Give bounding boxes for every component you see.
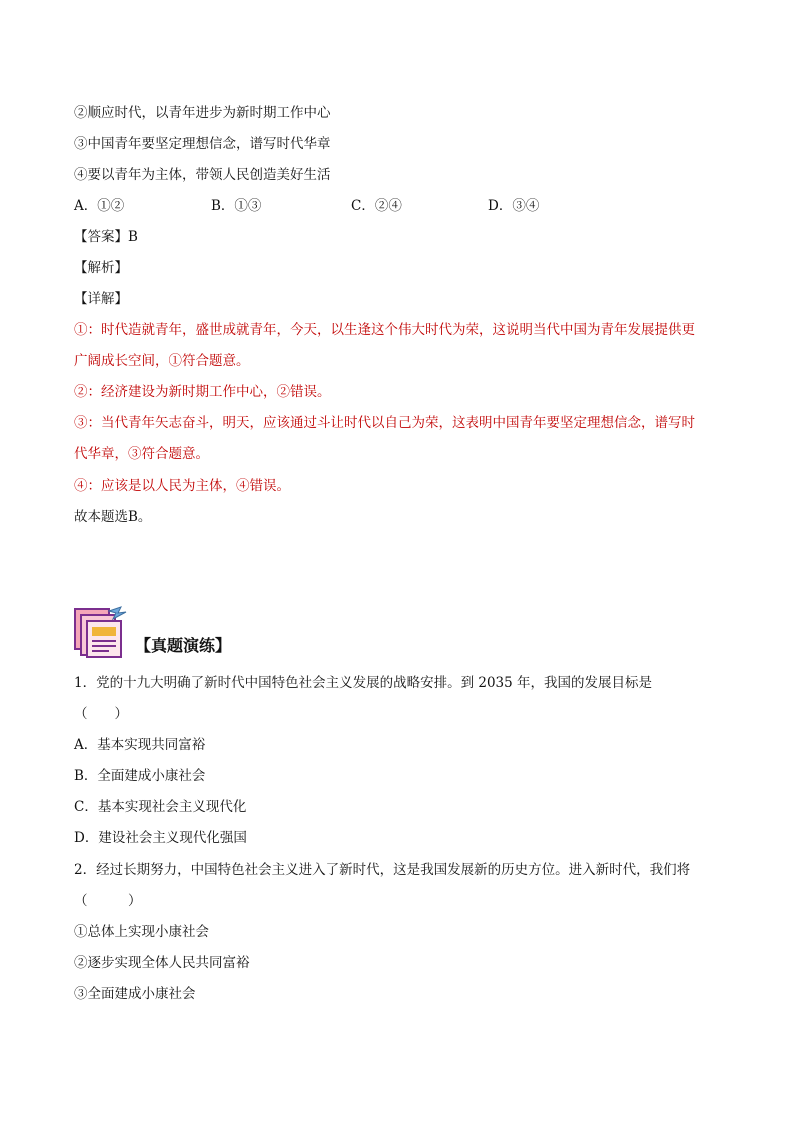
analysis-label: 【解析】 xyxy=(74,260,128,276)
option-b: B．①③ xyxy=(211,198,262,214)
answer-line: 【答案】B xyxy=(74,229,138,245)
q2-blank: （ ） xyxy=(74,893,142,909)
detail-line-3: ②：经济建设为新时期工作中心，②错误。 xyxy=(74,384,331,400)
conclusion-line: 故本题选B。 xyxy=(74,509,152,525)
q2-statement-2: ②逐步实现全体人民共同富裕 xyxy=(74,955,250,971)
answer-options xyxy=(74,196,539,216)
document-stack-icon xyxy=(73,603,129,659)
detail-line-6: ④：应该是以人民为主体，④错误。 xyxy=(74,478,290,494)
q1-option-a: A．基本实现共同富裕 xyxy=(74,737,206,753)
detail-line-1: ①：时代造就青年，盛世成就青年，今天，以生逢这个伟大时代为荣，这说明当代中国为青年发展提供更 xyxy=(74,322,695,338)
q2-stem: 2．经过长期努力，中国特色社会主义进入了新时代，这是我国发展新的历史方位。进入新时代，我们将 xyxy=(74,862,691,878)
q1-option-b: B．全面建成小康社会 xyxy=(74,768,206,784)
statement-3: ③中国青年要坚定理想信念，谱写时代华章 xyxy=(74,136,331,152)
option-c: C．②④ xyxy=(351,198,402,214)
detail-line-4: ③：当代青年矢志奋斗，明天，应该通过斗让时代以自己为荣，这表明中国青年要坚定理想信念，谱写时 xyxy=(74,415,695,431)
q2-statement-1: ①总体上实现小康社会 xyxy=(74,924,209,940)
section-title: 【真题演练】 xyxy=(135,636,232,655)
q1-blank: （ ） xyxy=(74,706,128,722)
detail-label: 【详解】 xyxy=(74,291,128,307)
q1-option-d: D．建设社会主义现代化强国 xyxy=(74,830,247,846)
q2-statement-3: ③全面建成小康社会 xyxy=(74,986,196,1002)
option-a: A．①② xyxy=(74,198,125,214)
detail-line-2: 广阔成长空间，①符合题意。 xyxy=(74,353,250,369)
q1-stem: 1．党的十九大明确了新时代中国特色社会主义发展的战略安排。到 2035 年，我国的发展目标是 xyxy=(74,675,653,691)
statement-4: ④要以青年为主体，带领人民创造美好生活 xyxy=(74,167,331,183)
statement-2: ②顺应时代，以青年进步为新时期工作中心 xyxy=(74,105,331,121)
option-d: D．③④ xyxy=(488,198,540,214)
q1-option-c: C．基本实现社会主义现代化 xyxy=(74,799,247,815)
detail-line-5: 代华章，③符合题意。 xyxy=(74,446,209,462)
